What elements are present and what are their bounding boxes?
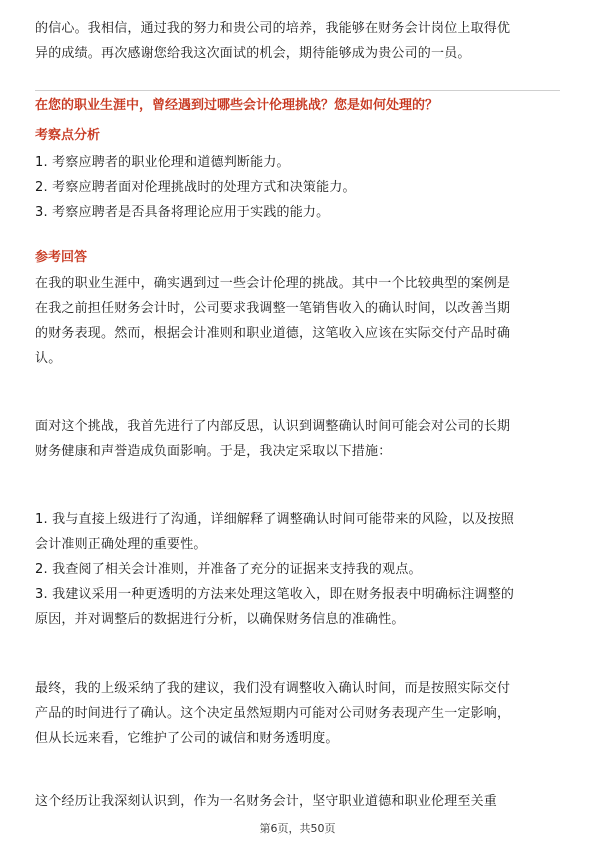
list-item: 2. 考察应聘者面对伦理挑战时的处理方式和决策能力。	[35, 180, 356, 195]
list-item: 3. 考察应聘者是否具备将理论应用于实践的能力。	[35, 205, 330, 220]
answer-paragraph-4	[35, 676, 560, 751]
list-item: 1. 考察应聘者的职业伦理和道德判断能力。	[35, 155, 290, 170]
question-heading: 在您的职业生涯中，曾经遇到过哪些会计伦理挑战？您是如何处理的？	[35, 98, 439, 113]
text-line: 产品的时间进行了确认。这个决定虽然短期内可能对公司财务表现产生一定影响，	[35, 706, 511, 721]
analysis-list	[35, 150, 560, 225]
text-line: 财务健康和声誉造成负面影响。于是，我决定采取以下措施：	[35, 444, 392, 459]
list-item: 会计准则正确处理的重要性。	[35, 537, 207, 552]
text-line: 最终，我的上级采纳了我的建议，我们没有调整收入确认时间，而是按照实际交付	[35, 681, 511, 696]
answer-paragraph-1	[35, 271, 560, 371]
list-item: 1. 我与直接上级进行了沟通，详细解释了调整确认时间可能带来的风险，以及按照	[35, 512, 515, 527]
text-line: 认。	[35, 351, 62, 366]
text-line: 这个经历让我深刻认识到，作为一名财务会计，坚守职业道德和职业伦理至关重	[35, 794, 498, 809]
text-line: 在我之前担任财务会计时，公司要求我调整一笔销售收入的确认时间，以改善当期	[35, 301, 511, 316]
page-number: 第6页，共50页	[259, 822, 336, 835]
text-line: 但从长远来看，它维护了公司的诚信和财务透明度。	[35, 731, 339, 746]
answer-paragraph-2	[35, 414, 560, 464]
answer-paragraph-3	[35, 507, 560, 632]
text-line: 异的成绩。再次感谢您给我这次面试的机会，期待能够成为贵公司的一员。	[35, 46, 471, 61]
list-item: 原因，并对调整后的数据进行分析，以确保财务信息的准确性。	[35, 612, 405, 627]
text-line: 的信心。我相信，通过我的努力和贵公司的培养，我能够在财务会计岗位上取得优	[35, 21, 511, 36]
answer-title: 参考回答	[35, 250, 88, 265]
analysis-title: 考察点分析	[35, 128, 101, 143]
intro-paragraph	[35, 16, 560, 66]
text-line: 的财务表现。然而，根据会计准则和职业道德，这笔收入应该在实际交付产品时确	[35, 326, 511, 341]
answer-paragraph-5	[35, 789, 560, 814]
section-divider	[35, 90, 560, 91]
list-item: 2. 我查阅了相关会计准则，并准备了充分的证据来支持我的观点。	[35, 562, 422, 577]
text-line: 在我的职业生涯中，确实遇到过一些会计伦理的挑战。其中一个比较典型的案例是	[35, 276, 511, 291]
text-line: 面对这个挑战，我首先进行了内部反思，认识到调整确认时间可能会对公司的长期	[35, 419, 511, 434]
list-item: 3. 我建议采用一种更透明的方法来处理这笔收入，即在财务报表中明确标注调整的	[35, 587, 515, 602]
